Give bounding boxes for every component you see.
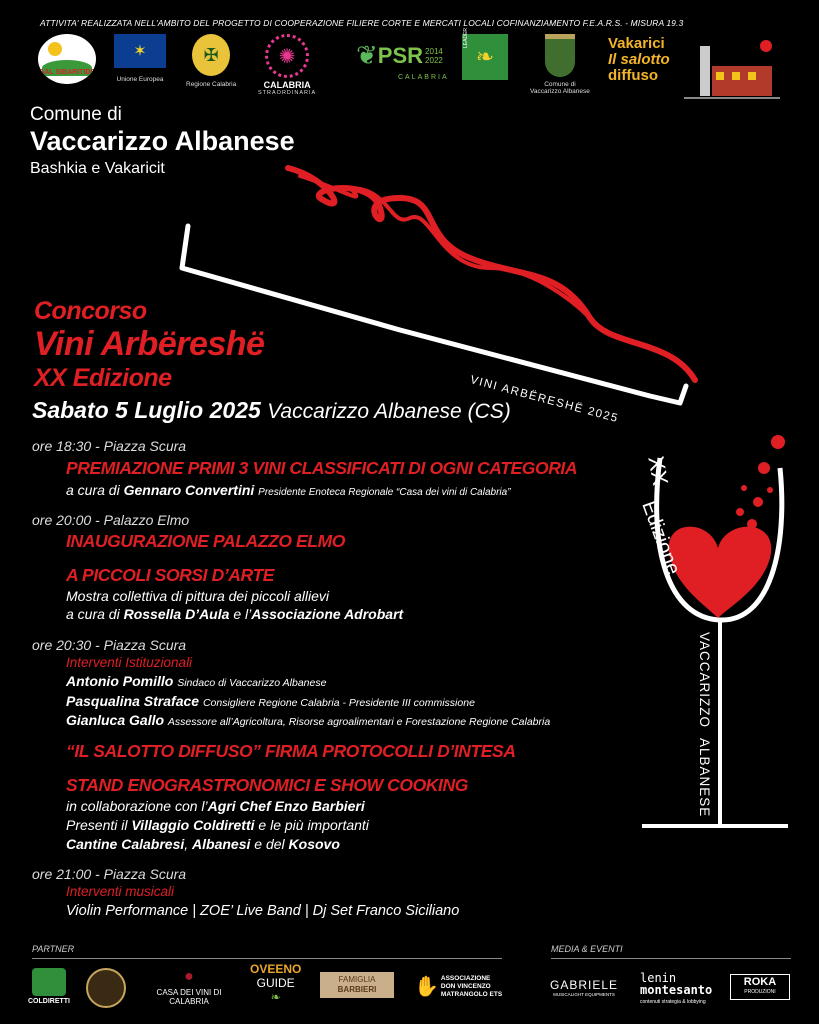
eu-logo-label: Unione Europea: [116, 76, 164, 83]
salotto-logo: [608, 36, 670, 84]
partner-barbieri: [320, 972, 394, 998]
region-crest-icon: ✠: [192, 34, 230, 76]
salotto-illustration: [684, 36, 780, 106]
psr-year-bottom: 2022: [425, 55, 443, 65]
salotto-line3: diffuso: [608, 67, 658, 84]
s1-role: Presidente Enoteca Regionale “Casa dei vini di Calabria”: [258, 487, 511, 498]
calabria-logo-text: CALABRIA: [263, 80, 311, 90]
media-roka: [730, 974, 790, 1000]
s3-cura-line: [66, 606, 403, 622]
partner-divider: [32, 958, 502, 959]
leaf-icon: ❦: [356, 40, 378, 70]
s3-name1: Rossella D’Aula: [123, 606, 230, 622]
s6-title: STAND ENOGRASTRONOMICI E SHOW COOKING: [66, 775, 468, 795]
assoc-line2: DON VINCENZO: [440, 982, 491, 990]
speaker-2: [66, 693, 475, 709]
title-concorso: Concorso: [34, 297, 147, 325]
comune-albanian: Bashkia e Vakaricit: [30, 160, 165, 177]
leader-text: LEADER: [463, 27, 469, 48]
speaker-1-role: Sindaco di Vaccarizzo Albanese: [177, 677, 327, 689]
partner-terre: [86, 968, 126, 1008]
s6-l3d: e del: [254, 836, 285, 852]
flower-icon: ✺: [265, 34, 309, 78]
media-lenin: [640, 972, 712, 1008]
s6-l3b: ,: [184, 836, 193, 852]
speaker-3-name: Gianluca Gallo: [66, 712, 165, 728]
roka-label: ROKA: [743, 976, 777, 988]
gal-logo-text: GAL SIBARITIDE: [38, 68, 96, 76]
partner-coldiretti: [28, 968, 70, 1005]
psr-text: PSR: [377, 42, 424, 68]
event-date-line: [32, 397, 511, 424]
bottle-illustration: [170, 158, 700, 420]
barbieri-line2: BARBIERI: [337, 985, 377, 994]
speaker-1: [66, 673, 326, 689]
s3-desc: Mostra collettiva di pittura dei piccoli allievi: [66, 588, 329, 604]
comune-crest-logo: [530, 34, 590, 95]
salotto-line2: Il salotto: [608, 51, 670, 68]
s2-title: INAUGURAZIONE PALAZZO ELMO: [66, 531, 345, 551]
media-label: MEDIA & EVENTI: [551, 944, 623, 954]
leader-leaf-icon: ❧ LEADER: [462, 34, 508, 80]
s6-l3a: Cantine Calabresi: [66, 836, 185, 852]
psr-logo: [356, 40, 443, 71]
event-place: Vaccarizzo Albanese (CS): [267, 400, 511, 423]
coldiretti-icon: [32, 968, 66, 996]
leader-logo: [462, 27, 508, 80]
s6-line1: [66, 798, 365, 814]
gal-logo: [38, 34, 96, 84]
s5-title: “IL SALOTTO DIFFUSO” FIRMA PROTOCOLLI D’INTESA: [66, 741, 516, 761]
s6-l1b: Agri Chef Enzo Barbieri: [207, 798, 365, 814]
eu-stars-icon: ✶: [114, 34, 166, 68]
comune-label: Comune di: [30, 104, 122, 125]
s6-l3e: Kosovo: [288, 836, 340, 852]
bottle-label: VINI ARBËRESHË 2025: [468, 374, 620, 426]
media-gabriele: [550, 978, 618, 997]
region-logo: [186, 34, 236, 88]
s3-name2: Associazione Adrobart: [251, 606, 404, 622]
s4-time: ore 20:30 - Piazza Scura: [32, 637, 187, 653]
s7-sub: Interventi musicali: [66, 884, 175, 899]
glass-vertical-2: ALBANESE: [697, 738, 712, 818]
comune-crest-label2: Vaccarizzo Albanese: [530, 88, 590, 95]
glass-xx: XX: [643, 454, 674, 488]
assoc-line3: MATRANGOLO ETS: [440, 990, 503, 998]
comune-name: Vaccarizzo Albanese: [30, 126, 295, 156]
s4-sub: Interventi Istituzionali: [66, 655, 193, 670]
associazione-hand-icon: ✋: [414, 976, 439, 998]
barbieri-line1: FAMIGLIA: [338, 975, 376, 984]
s6-line2: [66, 817, 369, 833]
s3-title: A PICCOLI SORSI D’ARTE: [66, 565, 275, 585]
calabria-logo-sub: STRAORDINARIA: [258, 90, 317, 96]
partner-associazione: [414, 974, 502, 999]
title-edizione: XX Edizione: [34, 364, 172, 392]
roka-sub: PRODUZIONI: [744, 989, 776, 995]
comune-crest-label1: Comune di: [544, 81, 576, 88]
s6-l1a: in collaborazione con l’: [66, 798, 208, 814]
casa-vini-icon: ●: [184, 968, 194, 985]
s1-name: Gennaro Convertini: [123, 482, 255, 498]
wine-glass-illustration: [640, 428, 790, 830]
coldiretti-label: COLDIRETTI: [28, 998, 70, 1005]
psr-sub: CALABRIA: [398, 74, 449, 81]
s1-cura: a cura di: [66, 482, 120, 498]
s6-line3: [66, 836, 340, 852]
s1-time: ore 18:30 - Piazza Scura: [32, 438, 187, 454]
calabria-logo: [258, 34, 316, 96]
speaker-1-name: Antonio Pomillo: [66, 673, 174, 689]
speaker-2-role: Consigliere Regione Calabria - Presidente III commissione: [202, 697, 475, 709]
media-divider: [551, 958, 791, 959]
lenin-label1: lenin: [640, 971, 677, 985]
region-logo-label: Regione Calabria: [186, 81, 237, 88]
s3-cura: a cura di: [66, 606, 120, 622]
gabriele-label: GABRIELE: [550, 978, 619, 992]
s1-desc: [66, 482, 511, 498]
s6-l2a: Presenti il: [66, 817, 128, 833]
comune-crest-icon: [545, 34, 575, 77]
oveeno-leaf-icon: ❧: [270, 990, 281, 1004]
s7-time: ore 21:00 - Piazza Scura: [32, 866, 187, 882]
partner-casa: [146, 968, 232, 1006]
s1-title: PREMIAZIONE PRIMI 3 VINI CLASSIFICATI DI OGNI CATEGORIA: [66, 458, 578, 478]
lenin-label2: montesanto: [640, 983, 713, 997]
oveeno-label: OVEENO: [250, 962, 302, 976]
gabriele-sub: MUSICALIGHT EQUIPMENTS: [553, 992, 615, 997]
event-date: Sabato 5 Luglio 2025: [32, 397, 261, 423]
casa-vini-label: CASA DEI VINI DI CALABRIA: [156, 988, 222, 1006]
lenin-sub: contenuti strategia & lobbying: [640, 999, 706, 1005]
s7-desc: Violin Performance | ZOE’ Live Band | Dj Set Franco Siciliano: [66, 903, 460, 919]
title-vini: Vini Arbëreshë: [34, 325, 265, 363]
eu-logo: [114, 34, 166, 83]
assoc-line1: ASSOCIAZIONE: [440, 974, 491, 982]
oveeno-guide-label: GUIDE: [256, 976, 295, 990]
partner-label: PARTNER: [32, 944, 75, 954]
salotto-line1: Vakarici: [608, 35, 665, 52]
s6-l3c: Albanesi: [192, 836, 251, 852]
s6-l2b: Villaggio Coldiretti: [131, 817, 255, 833]
project-note: ATTIVITA' REALIZZATA NELL'AMBITO DEL PROGETTO DI COOPERAZIONE FILIERE CORTE E MERCATI LOCALI COFINANZIAMENTO F.E.A.R.S. - MISURA 19.3: [40, 18, 684, 28]
speaker-3-role: Assessore all’Agricoltura, Risorse agroalimentari e Forestazione Regione Calabria: [167, 716, 551, 728]
speaker-2-name: Pasqualina Straface: [66, 693, 200, 709]
partner-oveeno: [250, 962, 301, 1004]
glass-vertical-1: VACCARIZZO: [697, 632, 712, 729]
speaker-3: [66, 712, 550, 728]
glass-edizione: Edizione: [637, 498, 685, 578]
s2-time: ore 20:00 - Palazzo Elmo: [32, 512, 190, 528]
s6-l2c: e le più importanti: [258, 817, 369, 833]
psr-year-top: 2014: [425, 46, 443, 56]
terre-cosenza-icon: [86, 968, 126, 1008]
s3-e: e l’: [233, 606, 252, 622]
